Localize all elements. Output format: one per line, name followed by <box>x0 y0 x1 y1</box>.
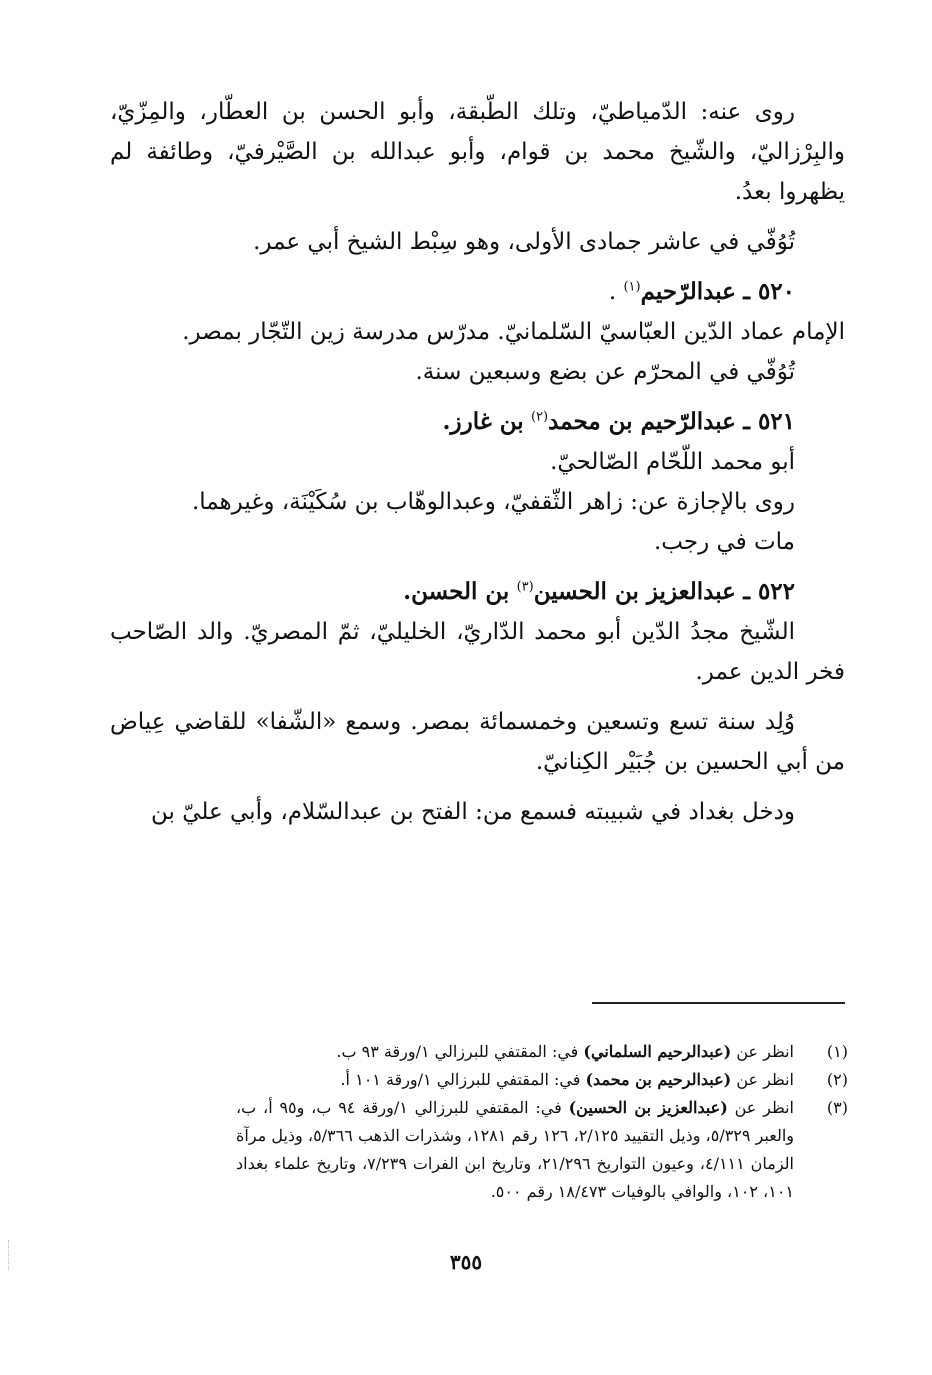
scan-margin-mark <box>8 1240 9 1270</box>
entry-number: ٥٢٠ ـ <box>743 278 795 305</box>
entry-heading-521 <box>110 402 845 442</box>
footnote-3 <box>236 1094 848 1206</box>
entry-tail: . <box>608 279 617 305</box>
footnote-text <box>236 1066 794 1094</box>
footnote-ref: (٣) <box>516 579 534 595</box>
paragraph-death-1: تُوُفّي في عاشر جمادى الأولى، وهو سِبْط الشيخ أبي عمر. <box>253 229 795 255</box>
entry-number: ٥٢٢ ـ <box>743 578 795 605</box>
paragraph-narrators: روى عنه: الدّمياطيّ، وتلك الطّبقة، وأبو الحسن بن العطّار، والمِزّيّ، والبِرْزاليّ، والشّيخ محمد بن قوام، وأبو عبدالله بن الصَّيْرفيّ، وطائفة لم يظهروا بعدُ. <box>110 99 845 205</box>
footnotes <box>236 1038 848 1206</box>
footnote-source: في: المقتفي للبرزالي ١/ورقة ٩٣ ب. <box>336 1042 579 1061</box>
paragraph-bio-521: أبو محمد اللّحّام الصّالحيّ. <box>550 449 795 475</box>
footnote-ref: (١) <box>623 279 641 295</box>
footnote-subject: (عبدالرحيم السلماني) <box>583 1042 732 1061</box>
entry-number: ٥٢١ ـ <box>743 408 795 435</box>
footnote-ref: (٢) <box>530 409 549 425</box>
footnote-subject: (عبدالعزيز بن الحسين) <box>568 1098 728 1117</box>
main-text <box>110 92 845 832</box>
entry-tail: بن الحسن. <box>403 578 510 605</box>
footnote-text <box>236 1094 794 1206</box>
footnote-2 <box>236 1066 848 1094</box>
entry-name: عبدالعزيز بن الحسين <box>533 578 736 605</box>
footnote-source: في: المقتفي للبرزالي ١/ورقة ١٠١ أ. <box>340 1070 581 1089</box>
paragraph-bio-522: الشّيخ مجدُ الدّين أبو محمد الدّاريّ، الخليليّ، ثمّ المصريّ. والد الصّاحب فخر الدين عمر. <box>110 619 845 685</box>
footnote-marker: (٢) <box>826 1070 848 1089</box>
footnote-1 <box>236 1038 848 1066</box>
entry-heading-522 <box>110 572 845 612</box>
footnote-source: في: المقتفي للبرزالي ١/ورقة ٩٤ ب، و٩٥ أ، ب، والعبر ٥/٣٢٩، وذيل التقييد ٢/١٢٥، ١٢٦ رقم ١٢٨١، وشذرات الذهب ٥/٣٦٦، وذيل مرآة الزمان ٤/١١١، وعيون التواريخ ٢١/٢٩٦، وتاريخ ابن الفرات ٧/٢٣٩، وتاريخ علماء بغداد ١٠١، ١٠٢، والوافي بالوفيات ١٨/٤٧٣ رقم ٥٠٠. <box>236 1098 795 1201</box>
entry-name: عبدالرّحيم بن محمد <box>548 408 736 435</box>
paragraph-death-520: تُوُفّي في المحرّم عن بضع وسبعين سنة. <box>415 359 795 385</box>
footnote-pre: انظر عن <box>736 1042 794 1061</box>
footnote-pre: انظر عن <box>734 1098 794 1117</box>
paragraph-baghdad-522: ودخل بغداد في شبيبته فسمع من: الفتح بن عبدالسّلام، وأبي عليّ بن <box>150 799 795 825</box>
footnote-text <box>236 1038 794 1066</box>
footnote-separator <box>592 1002 845 1004</box>
footnote-marker: (١) <box>826 1042 848 1061</box>
page-number: ٣٥٥ <box>449 1250 483 1274</box>
footnote-pre: انظر عن <box>736 1070 794 1089</box>
entry-name: عبدالرّحيم <box>640 278 736 305</box>
paragraph-bio-520: الإمام عماد الدّين العبّاسيّ السّلمانيّ. مدرّس مدرسة زين التّجّار بمصر. <box>182 319 845 345</box>
footnote-subject: (عبدالرحيم بن محمد) <box>585 1070 732 1089</box>
paragraph-birth-522: وُلِد سنة تسع وتسعين وخمسمائة بمصر. وسمع «الشّفا» للقاضي عِياض من أبي الحسين بن جُبَيْر الكِنانيّ. <box>110 709 845 775</box>
paragraph-narration-521: روى بالإجازة عن: زاهر الثّقفيّ، وعبدالوهّاب بن سُكَيْنَة، وغيرهما. <box>191 489 795 515</box>
entry-heading-520 <box>110 272 845 312</box>
entry-tail: بن غارز. <box>442 408 524 435</box>
paragraph-death-521: مات في رجب. <box>654 529 795 555</box>
footnote-marker: (٣) <box>826 1098 848 1117</box>
